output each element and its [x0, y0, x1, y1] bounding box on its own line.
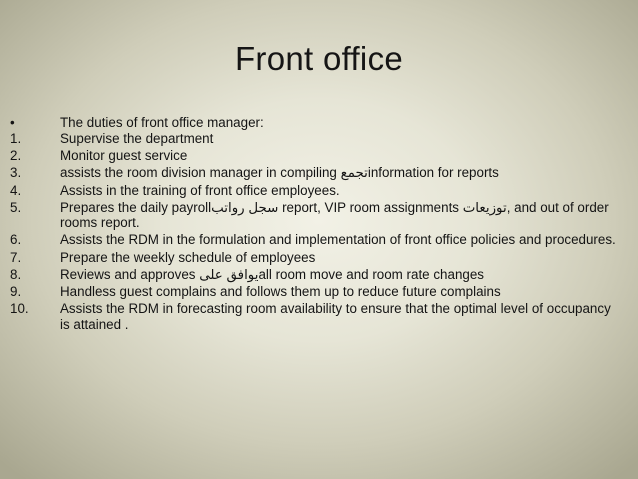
list-item: [10, 165, 622, 181]
list-item: [10, 131, 622, 147]
item-text: Assists the RDM in forecasting room availability to ensure that the optimal level of occupancy is attained .: [60, 301, 611, 332]
item-number: 4.: [10, 182, 22, 198]
item-text: Monitor guest service: [60, 148, 188, 164]
item-text: Handless guest complains and follows them up to reduce future complains: [60, 284, 501, 299]
intro-text: The duties of front office manager:: [60, 115, 264, 130]
list-item: [10, 250, 622, 266]
list-item: [10, 148, 622, 164]
item-number: 6.: [10, 232, 22, 248]
item-number: 8.: [10, 266, 22, 282]
item-text: Supervise the department: [60, 131, 214, 146]
item-text: Assists the RDM in the formulation and implementation of front office policies and procedures.: [60, 232, 616, 248]
item-number: 10.: [10, 301, 29, 317]
list-item: [10, 200, 622, 231]
item-number: 1.: [10, 131, 22, 146]
item-text: Reviews and approves يوافق علىall room move and room rate changes: [60, 266, 484, 282]
item-text: Prepare the weekly schedule of employees: [60, 249, 316, 265]
bullet-marker: •: [10, 115, 15, 130]
item-number: 5.: [10, 199, 22, 215]
list-item: [10, 183, 622, 199]
slide-title: Front office: [234, 40, 404, 77]
item-text: assists the room division manager in compiling تجمعinformation for reports: [60, 165, 499, 181]
item-text: Assists in the training of front office employees.: [60, 182, 340, 198]
item-number: 7.: [10, 249, 22, 265]
item-number: 9.: [10, 284, 22, 299]
list-item: [10, 267, 622, 283]
list-item: [10, 301, 622, 332]
item-number: 3.: [10, 165, 22, 181]
item-number: 2.: [10, 148, 22, 164]
intro-bullet: [10, 114, 620, 131]
list-item: [10, 232, 622, 248]
duties-list: [10, 131, 622, 334]
item-text: Prepares the daily payrollسجل رواتب report, VIP room assignments توزيعات, and out of order rooms report.: [60, 199, 609, 231]
list-item: [10, 284, 622, 300]
